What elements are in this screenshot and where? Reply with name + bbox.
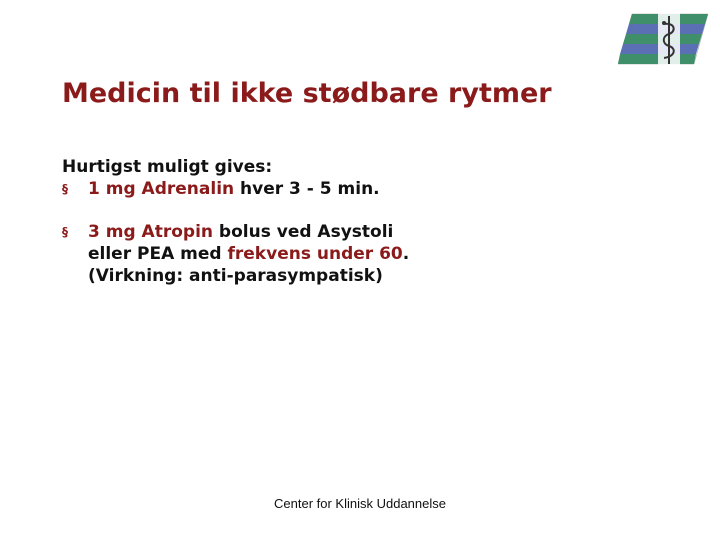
bullet-item-adrenalin — [62, 178, 409, 200]
bullet-marker: § — [62, 225, 68, 239]
slide-title: Medicin til ikke stødbare rytmer — [62, 78, 552, 109]
drug-name-atropin: 3 mg Atropin — [88, 222, 213, 242]
bullet-text — [88, 178, 380, 200]
bullet-marker: § — [62, 182, 68, 196]
dose-interval-text: hver 3 - 5 min. — [234, 179, 380, 199]
drug-name-adrenalin: 1 mg Adrenalin — [88, 179, 235, 199]
frequency-text: frekvens under 60 — [227, 244, 403, 264]
bolus-text: bolus ved Asystoli — [213, 222, 394, 242]
footer-text: Center for Klinisk Uddannelse — [274, 496, 446, 511]
slide-body — [62, 156, 409, 287]
period-text: . — [402, 244, 410, 264]
intro-text: Hurtigst muligt gives: — [62, 157, 273, 177]
bullet-continuation-line — [62, 243, 409, 265]
caduceus-logo-icon — [618, 12, 708, 66]
effect-note: (Virkning: anti-parasympatisk) — [88, 266, 383, 286]
pea-text: eller PEA med — [88, 244, 228, 264]
bullet-text — [88, 221, 393, 243]
bullet-item-atropin — [62, 221, 409, 243]
